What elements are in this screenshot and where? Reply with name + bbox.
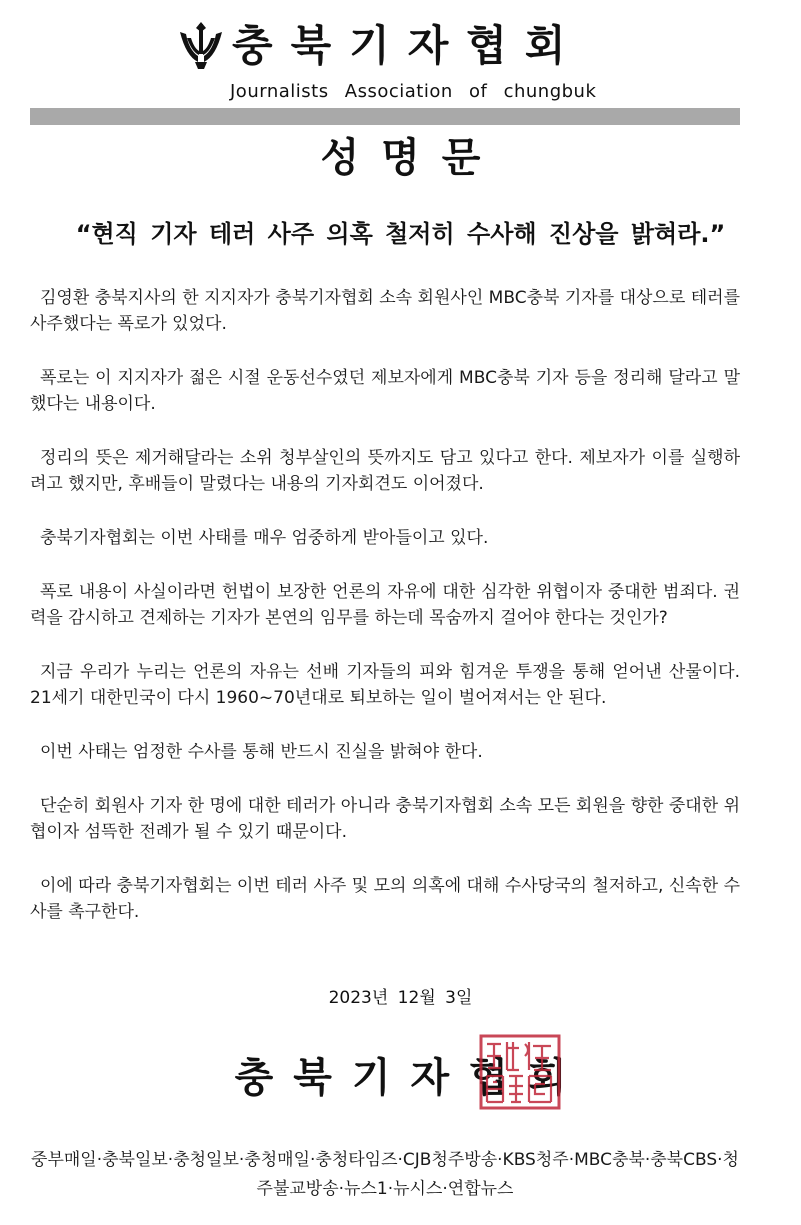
paragraph: 김영환 충북지사의 한 지지자가 충북기자협회 소속 회원사인 MBC충북 기자를 대상으로 테러를 사주했다는 폭로가 있었다. [30, 288, 740, 334]
member-outlets: 중부매일·충북일보·충청일보·충청매일·충청타임즈·CJB청주방송·KBS청주·MBC충북·충북CBS·청주불교방송·뉴스1·뉴시스·연합뉴스 [31, 1150, 739, 1199]
journalists-association-logo-icon [176, 22, 226, 70]
statement-body [30, 285, 740, 953]
signature-org-name: 충북기자협회 [234, 1055, 587, 1101]
paragraph: 단순히 회원사 기자 한 명에 대한 테러가 아니라 충북기자협회 소속 모든 회원을 향한 중대한 위협이자 섬뜩한 전례가 될 수 있기 때문이다. [30, 796, 740, 842]
paragraph: 지금 우리가 누리는 언론의 자유는 선배 기자들의 피와 힘겨운 투쟁을 통해 얻어낸 산물이다. 21세기 대한민국이 다시 1960~70년대로 퇴보하는 일이 벌어져서는 안 된다. [30, 662, 740, 708]
official-seal-icon [479, 1034, 561, 1110]
paragraph: 폭로 내용이 사실이라면 헌법이 보장한 언론의 자유에 대한 심각한 위협이자 중대한 범죄다. 권력을 감시하고 견제하는 기자가 본연의 임무를 하는데 목숨까지 걸어야 한다는 것인가? [30, 582, 740, 628]
statement-date: 2023년 12월 3일 [328, 988, 473, 1008]
paragraph: 폭로는 이 지지자가 젊은 시절 운동선수였던 제보자에게 MBC충북 기자 등을 정리해 달라고 말했다는 내용이다. [30, 368, 740, 414]
paragraph: 이에 따라 충북기자협회는 이번 테러 사주 및 모의 의혹에 대해 수사당국의 철저하고, 신속한 수사를 촉구한다. [30, 876, 740, 922]
paragraph: 충북기자협회는 이번 사태를 매우 엄중하게 받아들이고 있다. [40, 528, 489, 548]
header-divider [30, 108, 740, 125]
org-name: 충북기자협회 [232, 21, 584, 70]
paragraph: 이번 사태는 엄정한 수사를 통해 반드시 진실을 밝혀야 한다. [40, 742, 483, 762]
letterhead [0, 0, 801, 110]
document-title: 성명문 [320, 135, 503, 181]
org-name-english: Journalists Association of chungbuk [230, 81, 597, 102]
paragraph: 정리의 뜻은 제거해달라는 소위 청부살인의 뜻까지도 담고 있다고 한다. 제보자가 이를 실행하려고 했지만, 후배들이 말렸다는 내용의 기자회견도 이어졌다. [30, 448, 740, 494]
statement-headline: “현직 기자 테러 사주 의혹 철저히 수사해 진상을 밝혀라.” [75, 220, 726, 248]
